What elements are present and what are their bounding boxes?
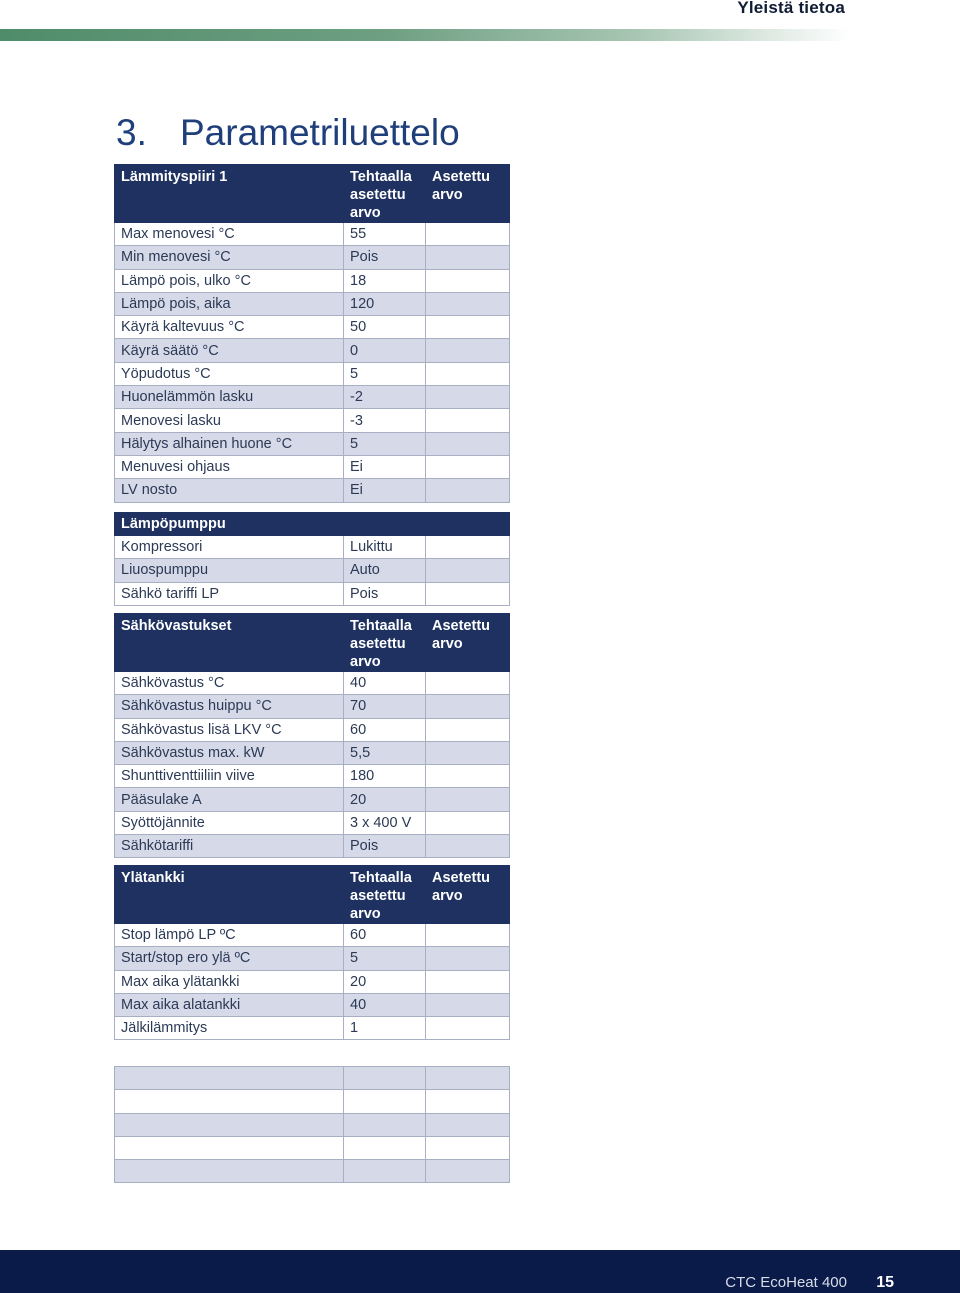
- set-value[interactable]: [426, 947, 510, 970]
- blank-cell: [115, 1067, 344, 1090]
- blank-row: [115, 1136, 510, 1159]
- table-row: [115, 362, 510, 385]
- table-header-row: [115, 165, 510, 223]
- set-value[interactable]: [426, 269, 510, 292]
- factory-value: Lukittu: [344, 536, 426, 559]
- set-value-header: Asetettu arvo: [426, 866, 510, 924]
- factory-value: 5: [344, 947, 426, 970]
- blank-row: [115, 1113, 510, 1136]
- table-row: [115, 1017, 510, 1040]
- heating-circuit-table: [114, 164, 510, 503]
- footer-product-name: CTC EcoHeat 400: [725, 1274, 847, 1291]
- parameter-name: Lämpö pois, ulko °C: [115, 269, 344, 292]
- table-row: [115, 316, 510, 339]
- parameter-name: Käyrä säätö °C: [115, 339, 344, 362]
- table-row: [115, 970, 510, 993]
- set-value[interactable]: [426, 386, 510, 409]
- table-header-row: [115, 866, 510, 924]
- table-row: [115, 835, 510, 858]
- parameter-name: Pääsulake A: [115, 788, 344, 811]
- set-value-header: Asetettu arvo: [426, 165, 510, 223]
- parameter-name: Käyrä kaltevuus °C: [115, 316, 344, 339]
- set-value[interactable]: [426, 741, 510, 764]
- factory-value: -2: [344, 386, 426, 409]
- table-header-row: [115, 614, 510, 672]
- set-value[interactable]: [426, 536, 510, 559]
- blank-cell: [115, 1090, 344, 1113]
- parameter-name: Syöttöjännite: [115, 811, 344, 834]
- table-body: [115, 672, 510, 858]
- table-row: [115, 765, 510, 788]
- blank-cell: [344, 1113, 426, 1136]
- page-title: [116, 108, 460, 158]
- factory-value: Ei: [344, 479, 426, 502]
- table-body: [115, 924, 510, 1040]
- set-value[interactable]: [426, 835, 510, 858]
- parameter-name: Yöpudotus °C: [115, 362, 344, 385]
- table-row: [115, 339, 510, 362]
- factory-value-header: Tehtaalla asetettu arvo: [344, 614, 426, 672]
- table-title: Lämpöpumppu: [115, 513, 344, 536]
- set-value[interactable]: [426, 1017, 510, 1040]
- table-row: [115, 386, 510, 409]
- blank-cell: [344, 1136, 426, 1159]
- table-row: [115, 223, 510, 246]
- factory-value: 5,5: [344, 741, 426, 764]
- table-row: [115, 455, 510, 478]
- table-row: [115, 947, 510, 970]
- table-row: [115, 788, 510, 811]
- set-value[interactable]: [426, 788, 510, 811]
- table-row: [115, 409, 510, 432]
- parameter-name: Sähkövastus °C: [115, 672, 344, 695]
- blank-row: [115, 1160, 510, 1183]
- set-value[interactable]: [426, 672, 510, 695]
- parameter-name: Kompressori: [115, 536, 344, 559]
- set-value[interactable]: [426, 559, 510, 582]
- parameter-name: LV nosto: [115, 479, 344, 502]
- factory-value: 20: [344, 970, 426, 993]
- set-value[interactable]: [426, 223, 510, 246]
- factory-value: 5: [344, 362, 426, 385]
- factory-value: 50: [344, 316, 426, 339]
- factory-value: Auto: [344, 559, 426, 582]
- table-row: [115, 269, 510, 292]
- parameter-name: Jälkilämmitys: [115, 1017, 344, 1040]
- factory-value: 40: [344, 672, 426, 695]
- parameter-name: Menovesi lasku: [115, 409, 344, 432]
- heat-pump-table: [114, 512, 510, 606]
- factory-value: 60: [344, 924, 426, 947]
- factory-value: Pois: [344, 582, 426, 605]
- parameter-name: Huonelämmön lasku: [115, 386, 344, 409]
- page-number: 15: [876, 1274, 894, 1291]
- factory-value: 40: [344, 993, 426, 1016]
- blank-cell: [344, 1067, 426, 1090]
- parameter-name: Liuospumppu: [115, 559, 344, 582]
- blank-table: [114, 1066, 510, 1183]
- factory-value: 18: [344, 269, 426, 292]
- parameter-name: Hälytys alhainen huone °C: [115, 432, 344, 455]
- blank-cell: [344, 1090, 426, 1113]
- set-value-header: Asetettu arvo: [426, 614, 510, 672]
- parameter-name: Sähkö tariffi LP: [115, 582, 344, 605]
- set-value[interactable]: [426, 718, 510, 741]
- blank-cell: [426, 1136, 510, 1159]
- set-value[interactable]: [426, 970, 510, 993]
- parameter-name: Lämpö pois, aika: [115, 292, 344, 315]
- blank-cell: [426, 1160, 510, 1183]
- set-value[interactable]: [426, 362, 510, 385]
- blank-row: [115, 1090, 510, 1113]
- table-row: [115, 695, 510, 718]
- table-body: [115, 536, 510, 606]
- empty-header-cell: [344, 513, 426, 536]
- parameter-name: Max menovesi °C: [115, 223, 344, 246]
- blank-cell: [115, 1136, 344, 1159]
- set-value[interactable]: [426, 455, 510, 478]
- factory-value: Pois: [344, 835, 426, 858]
- footer-bar: [0, 1250, 960, 1293]
- table-row: [115, 536, 510, 559]
- table-row: [115, 811, 510, 834]
- factory-value: 20: [344, 788, 426, 811]
- set-value[interactable]: [426, 339, 510, 362]
- factory-value: 60: [344, 718, 426, 741]
- parameter-name: Start/stop ero ylä ºC: [115, 947, 344, 970]
- set-value[interactable]: [426, 432, 510, 455]
- set-value[interactable]: [426, 292, 510, 315]
- set-value[interactable]: [426, 246, 510, 269]
- table-row: [115, 582, 510, 605]
- table-row: [115, 718, 510, 741]
- parameter-name: Sähkövastus max. kW: [115, 741, 344, 764]
- table-header-row: [115, 513, 510, 536]
- factory-value: 120: [344, 292, 426, 315]
- table-title: Sähkövastukset: [115, 614, 344, 672]
- set-value[interactable]: [426, 811, 510, 834]
- table-row: [115, 432, 510, 455]
- factory-value: 180: [344, 765, 426, 788]
- blank-cell: [426, 1113, 510, 1136]
- factory-value: 3 x 400 V: [344, 811, 426, 834]
- parameter-name: Max aika ylätankki: [115, 970, 344, 993]
- factory-value-header: Tehtaalla asetettu arvo: [344, 866, 426, 924]
- set-value[interactable]: [426, 316, 510, 339]
- table-row: [115, 993, 510, 1016]
- chapter-title: Parametriluettelo: [180, 112, 460, 153]
- blank-cell: [344, 1160, 426, 1183]
- set-value[interactable]: [426, 409, 510, 432]
- table-row: [115, 479, 510, 502]
- factory-value: 70: [344, 695, 426, 718]
- parameter-name: Sähkövastus huippu °C: [115, 695, 344, 718]
- header-stripe: [0, 29, 850, 41]
- table-title: Lämmityspiiri 1: [115, 165, 344, 223]
- table-row: [115, 246, 510, 269]
- set-value[interactable]: [426, 582, 510, 605]
- upper-tank-table: [114, 865, 510, 1040]
- table-row: [115, 741, 510, 764]
- blank-cell: [426, 1067, 510, 1090]
- table-row: [115, 924, 510, 947]
- factory-value: Ei: [344, 455, 426, 478]
- factory-value: 1: [344, 1017, 426, 1040]
- table-title: Ylätankki: [115, 866, 344, 924]
- blank-cell: [115, 1160, 344, 1183]
- set-value[interactable]: [426, 993, 510, 1016]
- table-row: [115, 559, 510, 582]
- factory-value: 5: [344, 432, 426, 455]
- set-value[interactable]: [426, 479, 510, 502]
- factory-value: Pois: [344, 246, 426, 269]
- blank-cell: [426, 1090, 510, 1113]
- set-value[interactable]: [426, 695, 510, 718]
- parameter-name: Menuvesi ohjaus: [115, 455, 344, 478]
- set-value[interactable]: [426, 924, 510, 947]
- factory-value: 55: [344, 223, 426, 246]
- section-title: Yleistä tietoa: [737, 0, 845, 17]
- electric-heater-table: [114, 613, 510, 858]
- parameter-name: Min menovesi °C: [115, 246, 344, 269]
- set-value[interactable]: [426, 765, 510, 788]
- empty-header-cell: [426, 513, 510, 536]
- parameter-name: Sähkötariffi: [115, 835, 344, 858]
- blank-row: [115, 1067, 510, 1090]
- chapter-number: 3.: [116, 112, 147, 153]
- parameter-name: Max aika alatankki: [115, 993, 344, 1016]
- parameter-name: Sähkövastus lisä LKV °C: [115, 718, 344, 741]
- parameter-name: Shunttiventtiiliin viive: [115, 765, 344, 788]
- table-row: [115, 672, 510, 695]
- blank-cell: [115, 1113, 344, 1136]
- factory-value-header: Tehtaalla asetettu arvo: [344, 165, 426, 223]
- table-body: [115, 223, 510, 503]
- table-row: [115, 292, 510, 315]
- parameter-name: Stop lämpö LP ºC: [115, 924, 344, 947]
- factory-value: 0: [344, 339, 426, 362]
- factory-value: -3: [344, 409, 426, 432]
